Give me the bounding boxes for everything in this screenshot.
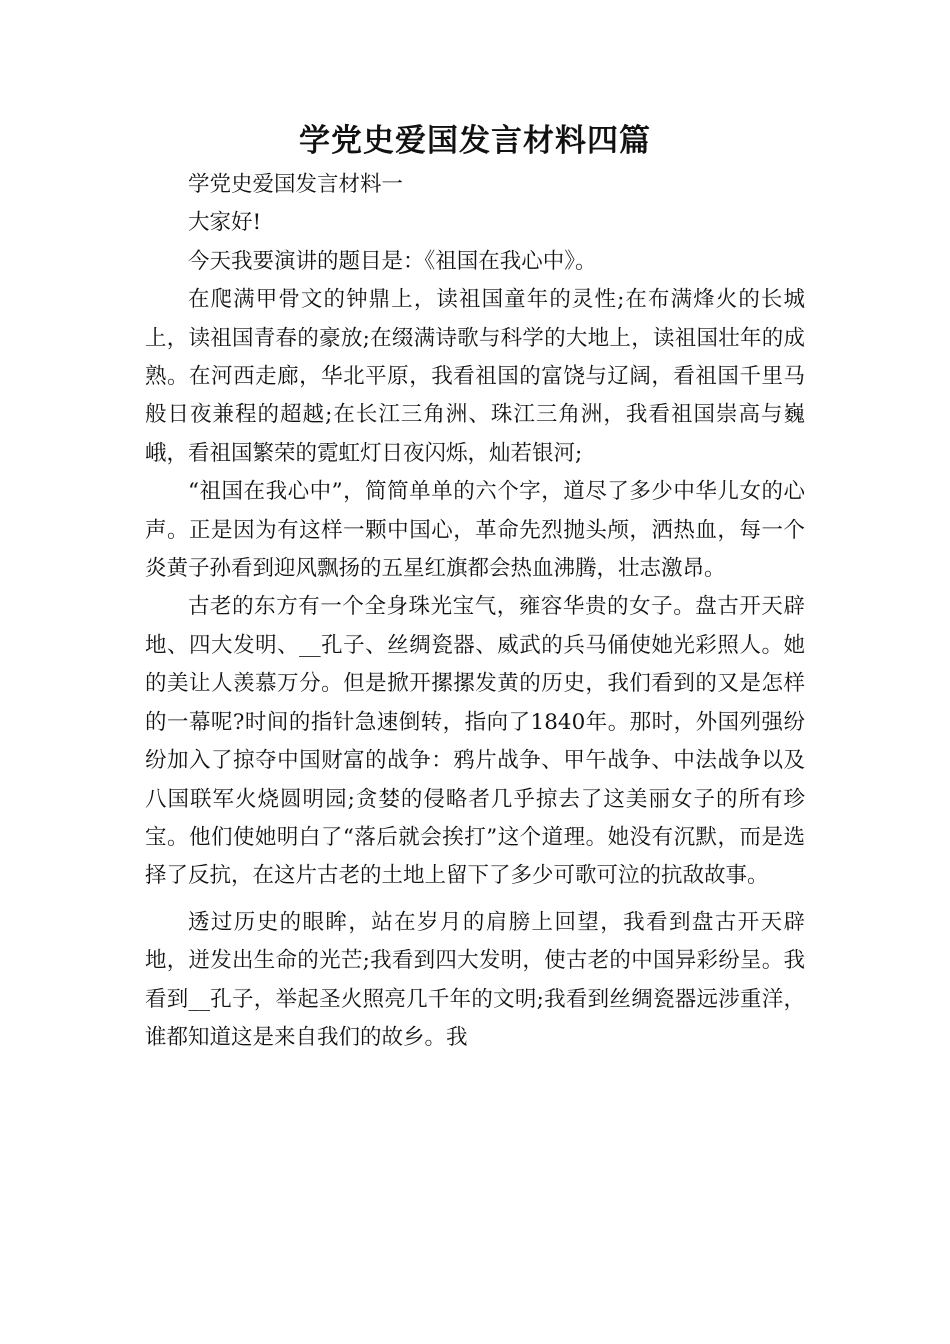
paragraph-body: 透过历史的眼眸，站在岁月的肩膀上回望，我看到盘古开天辟地，迸发出生命的光芒;我看到四大发明，使古老的中国异彩纷呈。我看到__孔子，举起圣火照亮几千年的文明;我看到丝绸瓷器远涉重洋，谁都知道这是来自我们的故乡。我 (145, 909, 805, 1050)
document-body (145, 166, 805, 1057)
paragraph-greeting: 大家好! (188, 210, 262, 236)
paragraph-section-heading: 学党史爱国发言材料一 (188, 172, 404, 197)
document-title: 学党史爱国发言材料四篇 (299, 123, 651, 159)
paragraph-topic: 今天我要演讲的题目是：《祖国在我心中》。 (188, 248, 597, 274)
paragraph-body: 在爬满甲骨文的钟鼎上，读祖国童年的灵性;在布满烽火的长城上，读祖国青春的豪放;在缀满诗歌与科学的大地上，读祖国壮年的成熟。在河西走廊，华北平原，我看祖国的富饶与辽阔，看祖国千里马般日夜兼程的超越;在长江三角洲、珠江三角洲，我看祖国崇高与巍峨，看祖国繁荣的霓虹灯日夜闪烁，灿若银河; (145, 287, 805, 466)
paragraph-body: “祖国在我心中”，简简单单的六个字，道尽了多少中华儿女的心声。正是因为有这样一颗中国心，革命先烈抛头颅，洒热血，每一个炎黄子孙看到迎风飘扬的五星红旗都会热血沸腾，壮志激昂。 (145, 479, 805, 582)
paragraph-body: 古老的东方有一个全身珠光宝气，雍容华贵的女子。盘古开天辟地、四大发明、__孔子、丝绸瓷器、威武的兵马俑使她光彩照人。她的美让人羡慕万分。但是掀开摞摞发黄的历史，我们看到的又是怎样的一幕呢?时间的指针急速倒转，指向了1840年。那时，外国列强纷纷加入了掠夺中国财富的战争：鸦片战争、甲午战争、中法战争以及八国联军火烧圆明园;贪婪的侵略者几乎掠去了这美丽女子的所有珍宝。他们使她明白了“落后就会挨打”这个道理。她没有沉默，而是选择了反抗，在这片古老的土地上留下了多少可歌可泣的抗敌故事。 (145, 594, 805, 889)
